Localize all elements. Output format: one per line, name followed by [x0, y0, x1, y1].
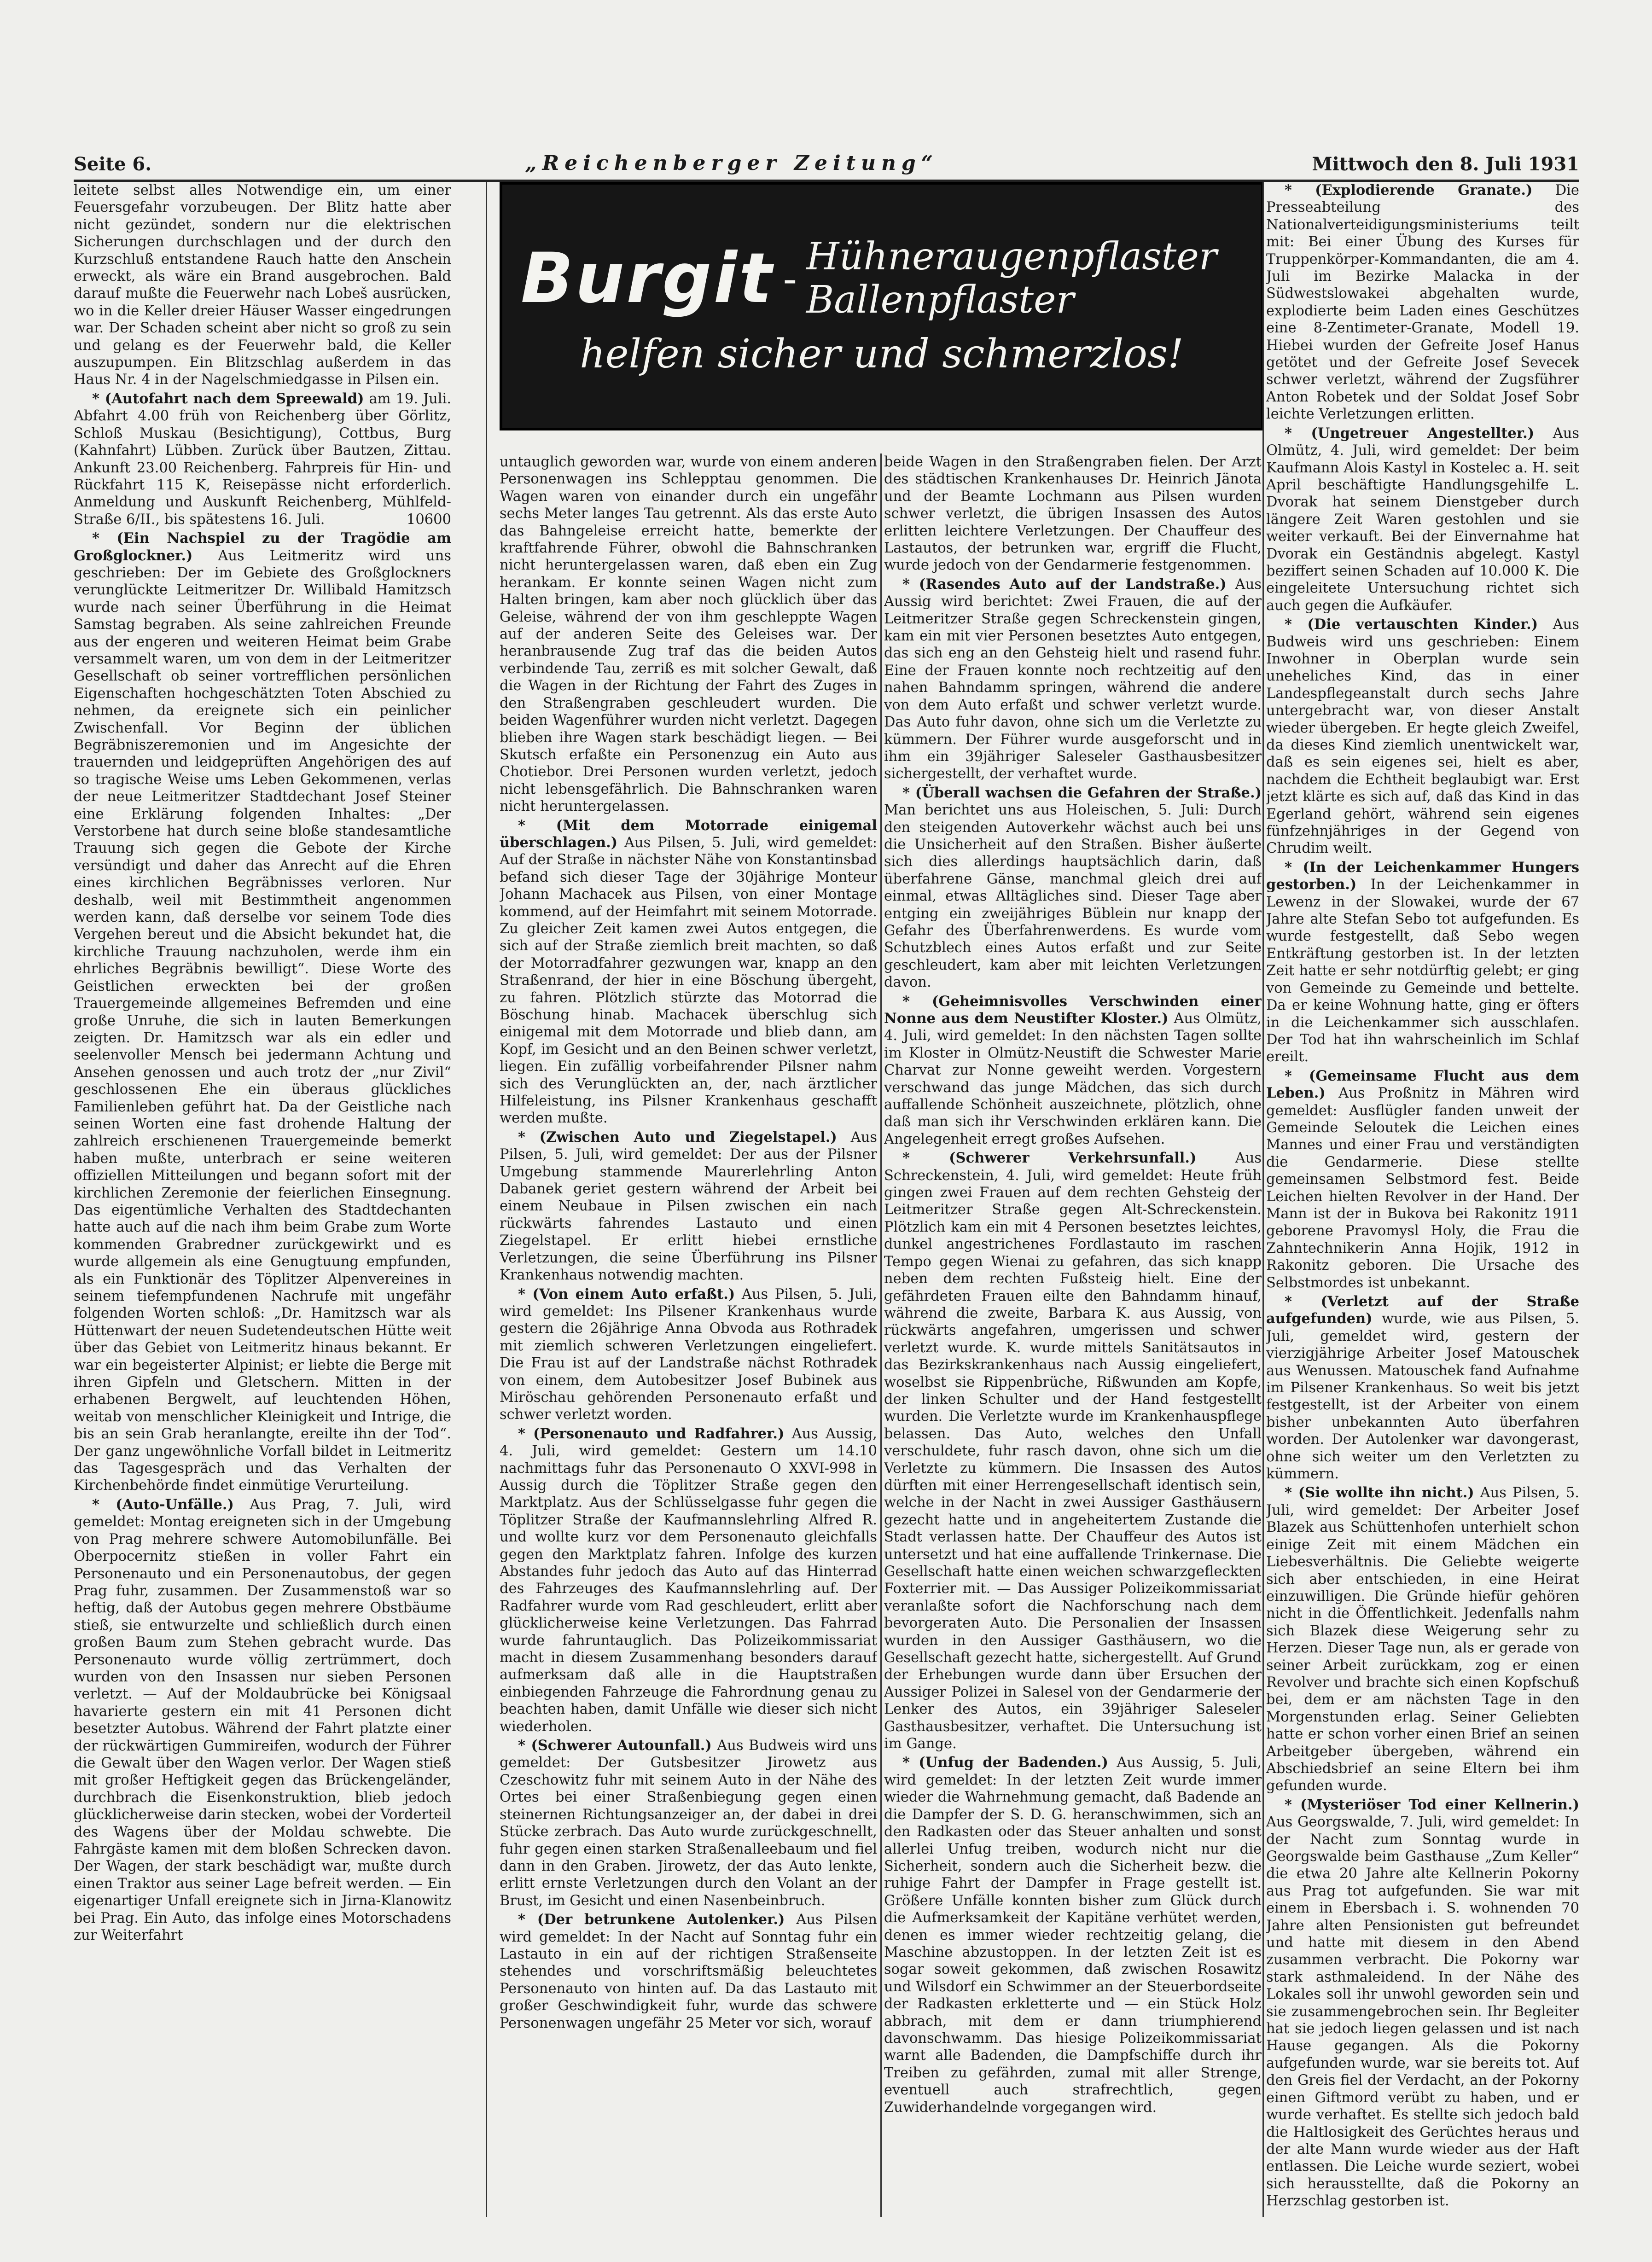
- article-text: Aus Pilsen wird gemeldet: In der Nacht auf Sonntag fuhr ein Lastauto in ein auf der richtigen Straßenseite stehendes und vorschriftsmäßig beleuchtetes Personenauto von hinten auf. Da das Lastauto mit großer Geschwindigkeit fuhr, wurde das schwere Personenwagen ungefähr 25 Meter vor sich, worauf: [500, 1912, 877, 2031]
- article-text: Aus Budweis wird uns gemeldet: Der Gutsbesitzer Jirowetz aus Czeschowitz fuhr mit seinem Auto in der Nähe des Ortes bei einer Straßenbiegung gegen einen steinernen Richtungsanzeiger an, der dabei in drei Stücke zerbrach. Das Auto wurde zurückgeschnellt, fuhr gegen einen starken Straßenalleebaum und fiel dann in den Graben. Jirowetz, der das Auto lenkte, erlitt ernste Verletzungen durch den Volant an der Brust, im Gesicht und einen Nasenbeinbruch.: [500, 1738, 877, 1909]
- article-text: In der Leichenkammer in Lewenz in der Slowakei, wurde der 67 Jahre alte Stefan Sebo tot aufgefunden. Es wurde festgestellt, daß Sebo wegen Entkräftung gestorben ist. In der letzten Zeit hatte er sehr notdürftig gelebt; er ging von Gemeinde zu Gemeinde und bettelte. Da er keine Wohnung hatte, ging er öfters in die Leichenkammer sich ausschlafen. Der Tod hat ihn wahrscheinlich im Schlaf ereilt.: [1266, 877, 1579, 1065]
- ad-product-1: Hühneraugenpflaster: [806, 235, 1217, 279]
- column-1: [74, 182, 451, 2217]
- article-text: Aus Aussig wird berichtet: Zwei Frauen, die auf der Leitmeritzer Straße gegen Schreckenstein gingen, kam ein mit vier Personen besetztes Auto entgegen, das sich eng an den Gehsteig hielt und rasend fuhr. Eine der Frauen konnte noch rechtzeitig auf den nahen Bahndamm springen, während die andere von dem Auto erfaßt und schwer verletzt wurde. Das Auto fuhr davon, ohne sich um die Verletzte zu kümmern. Der Führer wurde ausgeforscht und in ihm ein 39jähriger Saleseler Gasthausbesitzer sichergestellt, der verhaftet wurde.: [884, 576, 1262, 782]
- ad-dash: -: [783, 254, 797, 303]
- ad-number: 10600: [406, 511, 451, 528]
- article-text: Aus Pilsen, 5. Juli, wird gemeldet: Ins Pilsener Krankenhaus wurde gestern die 26jährige Anna Obvoda aus Rothradek mit ziemlich schweren Verletzungen eingeliefert. Die Frau ist auf der Landstraße nächst Rothradek von einem, dem Autobesitzer Josef Bubinek aus Miröschau gehörenden Personenauto erfaßt und schwer verletzt worden.: [500, 1286, 877, 1423]
- column-4: [1266, 182, 1579, 2217]
- article-text: Aus Pilsen, 5. Juli, wird gemeldet: Der aus der Pilsner Umgebung stammende Maurerlehrling Anton Dabanek geriet gestern während der Arbeit bei einem Neubaue in Pilsen zwischen ein nach rückwärts fahrendes Lastauto und einen Ziegelstapel. Er erlitt hiebei ernstliche Verletzungen, die seine Überführung ins Pilsner Krankenhaus notwendig machten.: [500, 1129, 877, 1284]
- article-text: Aus Olmütz, 4. Juli, wird gemeldet: In den nächsten Tagen sollte im Kloster in Olmütz-Neustift die Schwester Marie Charvat zur Nonne geweiht werden. Vorgestern verschwand das junge Mädchen, das sich durch auffallende Schönheit auszeichnete, plötzlich, ohne daß man sich ihr Verschwinden erklären kann. Die Angelegenheit erregt großes Aufsehen.: [884, 1011, 1262, 1147]
- article-heading: * (Mysteriöser Tod einer Kellnerin.): [1285, 1796, 1579, 1813]
- article-heading: * (Mit dem Motorrade einigemal überschlagen.): [500, 817, 877, 851]
- article-text: leitete selbst alles Notwendige ein, um einer Feuersgefahr vorzubeugen. Der Blitz hatte aber nicht gezündet, sondern nur die elektrischen Sicherungen durchschlagen und der durch den Kurzschluß entstandene Rauch hatte den Anschein erweckt, als wäre ein Brand ausgebrochen. Bald darauf mußte die Feuerwehr nach Lobeš ausrücken, wo in die Keller dreier Häuser Wasser eingedrungen war. Der Schaden scheint aber nicht so groß zu sein und gelang es der Feuerwehr bald, die Keller auszupumpen. Ein Blitzschlag außerdem in das Haus Nr. 4 in der Nagelschmiedgasse in Pilsen ein.: [74, 182, 451, 388]
- article-text: Aus Schreckenstein, 4. Juli, wird gemeldet: Heute früh gingen zwei Frauen auf dem rechten Gehsteig der Leitmeritzer Straße gegen Alt-Schreckenstein. Plötzlich kam ein mit 4 Personen besetztes leichtes, dunkel angestrichenes Fordlastauto im raschen Tempo gegen Wienai zu gefahren, das sich knapp neben dem rechten Fußsteig hielt. Eine der gefährdeten Frauen eilte den Bahndamm hinauf, während die zweite, Barbara K. aus Aussig, von rückwärts angefahren, umgerissen und schwer verletzt wurde. K. wurde mittels Sanitätsautos in das Bezirkskrankenhaus nach Aussig eingeliefert, woselbst sie Rippenbrüche, Rißwunden am Kopfe, der linken Schulter und der Hand festgestellt wurden. Die Verletzte wurde im Krankenhauspflege belassen. Das Auto, welches den Unfall verschuldete, fuhr rasch davon, ohne sich um die Verletzte zu kümmern. Die Insassen des Autos dürften mit einer Herrengesellschaft identisch sein, welche in der Nacht in zwei Aussiger Gasthäusern gezecht hatte und in angeheitertem Zustande die Stadt verlassen hatte. Der Chauffeur des Autos ist untersetzt und hat eine auffallende Trinkernase. Die Gesellschaft hatte einen weichen schwarzgefleckten Foxterrier mit. — Das Aussiger Polizeikommissariat veranlaßte sofort die Nachforschung nach dem bevorgeraten Auto. Die Personalien der Insassen wurden in den Aussiger Gasthäusern, wo die Gesellschaft gezecht hatte, sichergestellt. Auf Grund der Erhebungen wurde dann über Ersuchen der Aussiger Polizei in Salesel von der Gendarmerie der Lenker des Autos, ein 39jähriger Saleseler Gasthausbesitzer, verhaftet. Die Untersuchung ist im Gange.: [884, 1150, 1262, 1752]
- article-text: Aus Prag, 7. Juli, wird gemeldet: Montag ereigneten sich in der Umgebung von Prag mehrere schwere Automobilunfälle. Bei Oberpocernitz stießen in voller Fahrt ein Personenauto und ein Personenautobus, der gegen Prag fuhr, zusammen. Der Zusammenstoß war so heftig, daß der Autobus gegen mehrere Obstbäume stieß, sie entwurzelte und schließlich durch einen großen Baum zum Stehen gebracht wurde. Das Personenauto wurde völlig zertrümmert, doch wurden von den Insassen nur sieben Personen verletzt. — Auf der Moldaubrücke bei Königsaal havarierte gestern ein mit 41 Personen dicht besetzter Autobus. Während der Fahrt platzte einer der rückwärtigen Gummireifen, wodurch der Führer die Gewalt über den Wagen verlor. Der Wagen stieß mit großer Heftigkeit gegen das Brückengeländer, durchbrach die Eisenkonstruktion, blieb jedoch glücklicherweise darin stecken, wobei der Vorderteil des Wagens über der Moldau schwebte. Die Fahrgäste kamen mit dem bloßen Schrecken davon. Der Wagen, der stark beschädigt war, mußte durch einen Traktor aus seiner Lage befreit werden. — Ein eigenartiger Unfall ereignete sich in Jirna-Klanowitz bei Prag. Ein Auto, das infolge eines Motorschadens zur Weiterfahrt: [74, 1496, 451, 1944]
- article-heading: * (Unfug der Badenden.): [902, 1754, 1108, 1771]
- article-text: Aus Georgswalde, 7. Juli, wird gemeldet: In der Nacht zum Sonntag wurde in Georgswalde beim Gasthause „Zum Keller“ die etwa 20 Jahre alte Kellnerin Pokorny aus Prag tot aufgefunden. Sie war mit einem in Ebersbach i. S. wohnenden 70 Jahre alten Pensionisten gut befreundet und hatte mit diesem in den Abend zusammen verbracht. Die Pokorny war stark asthmaleidend. In der Nähe des Lokales soll ihr unwohl geworden sein und sie zusammengebrochen sein. Ihr Begleiter hat sie jedoch liegen gelassen und ist nach Hause gegangen. Als die Pokorny aufgefunden wurde, war sie bereits tot. Auf den Greis fiel der Verdacht, an der Pokorny einen Giftmord verübt zu haben, und er wurde verhaftet. Es stellte sich jedoch bald die Haltlosigkeit des Gerüchtes heraus und der alte Mann wurde wieder aus der Haft entlassen. Die Leiche wurde seziert, wobei sich herausstellte, daß die Pokorny an Herzschlag gestorben ist.: [1266, 1814, 1579, 2210]
- article-heading: * (Auto-Unfälle.): [92, 1496, 234, 1513]
- ad-product-2: Ballenpflaster: [806, 278, 1074, 322]
- article-text: Aus Aussig, 5. Juli, wird gemeldet: In der letzten Zeit wurde immer wieder die Wahrnehmung gemacht, daß Badende an die Dampfer der S. D. G. heranschwimmen, sich an den Radkasten oder das Steuer anhalten und sonst allerlei Unfug treiben, wodurch nicht nur die Sicherheit, sondern auch die Sicherheit bezw. die ruhige Fahrt der Dampfer in Frage gestellt ist. Größere Unfälle konnten bisher zum Glück durch die Aufmerksamkeit der Kapitäne verhütet werden, denen es immer wieder rechtzeitig gelang, die Maschine abzustoppen. In der letzten Zeit ist es sogar soweit gekommen, daß zwischen Rosawitz und Wilsdorf ein Schwimmer an der Steuerbordseite der Radkasten erkletterte und — ein Stück Holz abbrach, mit dem er dann triumphierend davonschwamm. Das hiesige Polizeikommissariat warnt alle Badenden, die Dampfschiffe durch ihr Treiben zu gefährden, zumal mit aller Strenge, eventuell auch strafrechtlich, gegen Zuwiderhandelnde vorgegangen wird.: [884, 1755, 1262, 2116]
- article-heading: * (Rasendes Auto auf der Landstraße.): [902, 576, 1227, 593]
- ad-brand: Burgit: [521, 238, 774, 319]
- newspaper-page: [74, 134, 1579, 2215]
- article-heading: * (Die vertauschten Kinder.): [1285, 616, 1538, 633]
- column-rule: [880, 454, 882, 2217]
- article-heading: * (Gemeinsame Flucht aus dem Leben.): [1266, 1067, 1579, 1102]
- column-3: [884, 454, 1262, 2217]
- article-heading: * (Explodierende Granate.): [1285, 182, 1533, 198]
- article-text: untauglich geworden war, wurde von einem anderen Personenwagen ins Schlepptau genommen. Die Wagen waren von einander durch ein ungefähr sechs Meter langes Tau getrennt. Als das erste Auto das Bahngeleise erreicht hatte, bemerkte der kraftfahrende Führer, obwohl die Bahnschranken nicht heruntergelassen waren, daß eben ein Zug herankam. Er konnte seinen Wagen nicht zum Halten bringen, kam aber noch glücklich über das Geleise, während der von ihm geschleppte Wagen auf der anderen Seite des Geleises war. Der heranbrausende Zug traf das die beiden Autos verbindende Tau, zerriß es mit solcher Gewalt, daß die Wagen in der Richtung der Fahrt des Zuges in den Straßengraben geschleudert wurden. Die beiden Wagenführer wurden nicht verletzt. Dagegen blieben ihre Wagen stark beschädigt liegen. — Bei Skutsch erfaßte ein Personenzug ein Auto aus Chotiebor. Drei Personen wurden verletzt, jedoch nicht lebensgefährlich. Die Bahnschranken waren nicht heruntergelassen.: [500, 454, 877, 815]
- column-rule: [486, 182, 487, 2217]
- article-text: Aus Aussig, 4. Juli, wird gemeldet: Gestern um 14.10 nachmittags fuhr das Personenauto O XXVI-998 in Aussig durch die Töplitzer Straße gegen den Marktplatz. Aus der Schlüsselgasse fuhr gegen die Töplitzer Straße der Kaufmannslehrling Alfred R. und wollte kurz vor dem Personenauto gleichfalls gegen den Marktplatz fahren. Infolge des kurzen Abstandes fuhr jedoch das Auto auf das Hinterrad des Fahrzeuges des Kaufmannslehrling auf. Der Radfahrer wurde vom Rad geschleudert, erlitt aber glücklicherweise keine Verletzungen. Das Fahrrad wurde fahruntauglich. Das Polizeikommissariat macht in diesem Zusammenhang besonders darauf aufmerksam daß alle in die Hauptstraßen einbiegenden Fahrzeuge die Fahrordnung genau zu beachten haben, damit Unfälle wie dieser sich nicht wiederholen.: [500, 1425, 877, 1735]
- article-heading: * (Autofahrt nach dem Spreewald): [92, 390, 364, 407]
- article-heading: * (Ein Nachspiel zu der Tragödie am Großglockner.): [74, 530, 451, 564]
- article-heading: * (Verletzt auf der Straße aufgefunden): [1266, 1293, 1579, 1327]
- article-heading: * (Geheimnisvolles Verschwinden einer Nonne aus dem Neustifter Kloster.): [884, 993, 1262, 1027]
- article-text: wurde, wie aus Pilsen, 5. Juli, gemeldet wird, gestern der vierzigjährige Arbeiter Josef Matouschek aus Wenussen. Matouschek fand Aufnahme im Pilsener Krankenhaus. So weit bis jetzt festgestellt, ist der Arbeiter von einem bisher unbekannten Auto überfahren worden. Der Autolenker war davongerast, ohne sich weiter um den Verletzten zu kümmern.: [1266, 1311, 1579, 1483]
- article-heading: * (Sie wollte ihn nicht.): [1285, 1484, 1474, 1501]
- article-text: Aus Pilsen, 5. Juli, wird gemeldet: Der Arbeiter Josef Blazek aus Schüttenhofen unterhielt schon einige Zeit mit einem Mädchen ein Liebesverhältnis. Die Geliebte weigerte sich aber entschieden, in eine Heirat einzuwilligen. Die Gründe hiefür gehören nicht in die Öffentlichkeit. Jedenfalls nahm sich Blazek diese Weigerung sehr zu Herzen. Dieser Tage nun, als er gerade von seiner Arbeit zurückkam, zog er einen Revolver und brachte sich einen Kopfschuß bei, dem er am nächsten Tage in den Morgenstunden erlag. Seiner Geliebten hatte er schon vorher einen Brief an seinen Arbeitgeber übergeben, während ein Abschiedsbrief an seine Eltern bei ihm gefunden wurde.: [1266, 1485, 1579, 1794]
- article-heading: * (In der Leichenkammer Hungers gestorben.): [1266, 859, 1579, 893]
- masthead: [74, 134, 1579, 182]
- article-heading: * (Ungetreuer Angestellter.): [1285, 424, 1535, 442]
- article-heading: * (Personenauto und Radfahrer.): [518, 1425, 785, 1442]
- article-heading: * (Schwerer Verkehrsunfall.): [902, 1150, 1197, 1167]
- article-text: Aus Olmütz, 4. Juli, wird gemeldet: Der beim Kaufmann Alois Kastyl in Kostelec a. H. seit April beschäftigte Handlungsgehilfe L. Dvorak hat seinem Dienstgeber durch längere Zeit Waren gestohlen und sie weiter verkauft. Bei der Einvernahme hat Dvorak ein Geständnis abgelegt. Kastyl beziffert seinen Schaden auf 10.000 K. Die eingeleitete Untersuchung richtet sich auch gegen die Aufkäufer.: [1266, 425, 1579, 614]
- ad-slogan: helfen sicher und schmerzlos!: [580, 331, 1184, 377]
- article-text: beide Wagen in den Straßengraben fielen. Der Arzt des städtischen Krankenhauses Dr. Heinrich Jänota und der Beamte Lochmann aus Pilsen wurden schwer verletzt, die übrigen Insassen des Autos erlitten leichtere Verletzungen. Der Chauffeur des Lastautos, der betrunken war, ergriff die Flucht, wurde jedoch von der Gendarmerie festgenommen.: [884, 454, 1262, 574]
- newspaper-title: „Reichenberger Zeitung“: [525, 151, 939, 175]
- article-text: am 19. Juli. Abfahrt 4.00 früh von Reichenberg über Görlitz, Schloß Muskau (Besichtigung), Cottbus, Burg (Kahnfahrt) Lübben. Zurück über Bautzen, Zittau. Ankunft 23.00 Reichenberg. Fahrpreis für Hin- und Rückfahrt 115 K, Reisepässe nicht erforderlich. Anmeldung und Auskunft Reichenberg, Mühlfeld-Straße 6/II., bis spätestens 16. Juli.: [74, 390, 451, 528]
- article-text: Aus Leitmeritz wird uns geschrieben: Der im Gebiete des Großglockners verunglückte Leitmeritzer Dr. Willibald Hamitzsch wurde nach seiner Überführung in die Heimat Samstag begraben. Als seine zahlreichen Freunde aus der engeren und weiteren Heimat beim Grabe versammelt waren, um von dem in der Leitmeritzer Gesellschaft ob seiner vortrefflichen persönlichen Eigenschaften hochgeschätzten Toten Abschied zu nehmen, da ereignete sich ein peinlicher Zwischenfall. Vor Beginn der üblichen Begräbniszeremonien und im Angesichte der trauernden und leidgeprüften Angehörigen des auf so tragische Weise ums Leben Gekommenen, verlas der neue Leitmeritzer Stadtdechant Josef Steiner eine Erklärung folgenden Inhaltes: „Der Verstorbene hat durch seine bloße standesamtliche Trauung sich gegen die Gebote der Kirche versündigt und daher das Anrecht auf die Ehren eines kirchlichen Begräbnisses verloren. Nur deshalb, weil mit Bestimmtheit angenommen werden kann, daß derselbe vor seinem Tode dies Vergehen bereut und die Absicht bekundet hat, die kirchliche Trauung nachzuholen, werde ihm ein ehrliches Begräbnis bewilligt“. Diese Worte des Geistlichen erweckten bei der großen Trauergemeinde allgemeines Befremden und eine große Unruhe, die sich in lauten Bemerkungen zeigten. Dr. Hamitzsch war als ein edler und seelenvoller Mensch bei jedermann Achtung und Ansehen genossen und auch trotz der „nur Zivil“ geschlossenen Ehe ein überaus glückliches Familienleben geführt hat. Da der Geistliche nach seinen Worten eine fast drohende Haltung der zahlreich erschienenen Trauergemeinde bemerkt haben mußte, unterbrach er seine weiteren offiziellen Mitteilungen und begann sofort mit der kirchlichen Zeremonie der feierlichen Einsegnung. Das eigentümliche Verhalten des Stadtdechanten hatte auch auf die nach ihm beim Grabe zum Worte kommenden Grabredner zurückgewirkt und es wurde allgemein als eine Genugtuung empfunden, als ein Funktionär des Töplitzer Alpenvereines in seinem tiefempfundenen Nachrufe mit ungefähr folgenden Worten schloß: „Dr. Hamitzsch war als Hüttenwart der neuen Sudetendeutschen Hütte weit über das Gebiet von Leitmeritz hinaus bekannt. Er war ein begeisterter Alpinist; er liebte die Berge mit ihren Gipfeln und Gletschern. Mitten in der erhabenen Bergwelt, auf leuchtenden Höhen, weitab von menschlicher Kleinigkeit und Intrige, die bis an sein Grab heranlangte, ereilte ihn der Tod“. Der ganz ungewöhnliche Vorfall bildet in Leitmeritz das Tagesgespräch und das Verhalten der Kirchenbehörde findet einmütige Verurteilung.: [74, 547, 451, 1494]
- column-rule: [1262, 182, 1264, 2217]
- article-text: Aus Proßnitz in Mähren wird gemeldet: Ausflügler fanden unweit der Gemeinde Seloutek die Leichen eines Mannes und einer Frau und verständigten die Gendarmerie. Diese stellte gemeinsamen Selbstmord fest. Beide Leichen hielten Revolver in der Hand. Der Mann ist der in Bukova bei Rakonitz 1911 geborene Pravomysl Holy, die Frau die Zahntechnikerin Anna Hojik, 1912 in Rakonitz geboren. Die Ursache des Selbstmordes ist unbekannt.: [1266, 1085, 1579, 1291]
- article-text: Man berichtet uns aus Holeischen, 5. Juli: Durch den steigenden Autoverkehr wächst auch bei uns die Unsicherheit auf den Straßen. Bisher äußerte sich dies allerdings hauptsächlich darin, daß überfahrene Gänse, manchmal gleich drei auf einmal, etwas Alltägliches sind. Dieser Tage aber entging ein zweijähriges Büblein nur knapp der Gefahr des Überfahrenwerdens. Es wurde vom Schutzblech eines Autos erfaßt und zur Seite geschleudert, kam aber mit leichten Verletzungen davon.: [884, 802, 1262, 991]
- article-heading: * (Von einem Auto erfaßt.): [518, 1285, 735, 1303]
- article-text: Aus Budweis wird uns geschrieben: Einem Inwohner in Oberplan wurde sein uneheliches Kind, das in einer Landespflegeanstalt durch sechs Jahre untergebracht war, von dieser Anstalt wieder übergeben. Er hegte gleich Zweifel, da dieses Kind ziemlich unentwickelt war, daß es sein eigenes sei, hielt es aber, nachdem die Echtheit beglaubigt war. Erst jetzt klärte es sich auf, daß das Kind in das Egerland gehört, während sein eigenes fünfzehnjähriges in der Gegend von Chrudim weilt.: [1266, 616, 1579, 857]
- article-text: Aus Pilsen, 5. Juli, wird gemeldet: Auf der Straße in nächster Nähe von Konstantinsbad befand sich dieser Tage der 30jährige Monteur Johann Machacek aus Pilsen, von einer Montage kommend, auf der Heimfahrt mit seinem Motorrade. Zu gleicher Zeit kamen zwei Autos entgegen, die sich auf der Straße ziemlich breit machten, so daß der Motorradfahrer gezwungen war, knapp an den Straßenrand, der hier in eine Böschung übergeht, zu fahren. Plötzlich stürzte das Motorrad die Böschung hinab. Machacek überschlug sich einigemal mit dem Motorrade und blieb dann, am Kopf, im Gesicht und an den Beinen schwer verletzt, liegen. Ein zufällig vorbeifahrender Pilsner nahm sich des Verunglückten an, der, nach ärztlicher Hilfeleistung, ins Pilsner Krankenhaus geschafft werden mußte.: [500, 834, 877, 1127]
- burgit-advertisement: [500, 182, 1264, 430]
- article-heading: * (Der betrunkene Autolenker.): [518, 1911, 785, 1928]
- article-heading: * (Zwischen Auto und Ziegelstapel.): [518, 1128, 837, 1146]
- article-text: Die Presseabteilung des Nationalverteidigungsministeriums teilt mit: Bei einer Übung des Kurses für Truppenkörper-Kommandanten, die am 4. Juli im Bezirke Malacka in der Südwestslowakei abgehalten wurde, explodierte beim Laden eines Geschützes eine 8-Zentimeter-Granate, Modell 19. Hiebei wurden der Gefreite Josef Hanus getötet und der Gefreite Josef Sevecek schwer verletzt, während der Zugsführer Anton Robetek und der Soldat Josef Sobr leichte Verletzungen erlitten.: [1266, 182, 1579, 423]
- article-heading: * (Schwerer Autounfall.): [518, 1737, 712, 1754]
- article-heading: * (Überall wachsen die Gefahren der Straße.): [902, 784, 1262, 801]
- issue-date: Mittwoch den 8. Juli 1931: [1312, 153, 1579, 175]
- column-2: [500, 454, 877, 2217]
- page-number: Seite 6.: [74, 153, 152, 175]
